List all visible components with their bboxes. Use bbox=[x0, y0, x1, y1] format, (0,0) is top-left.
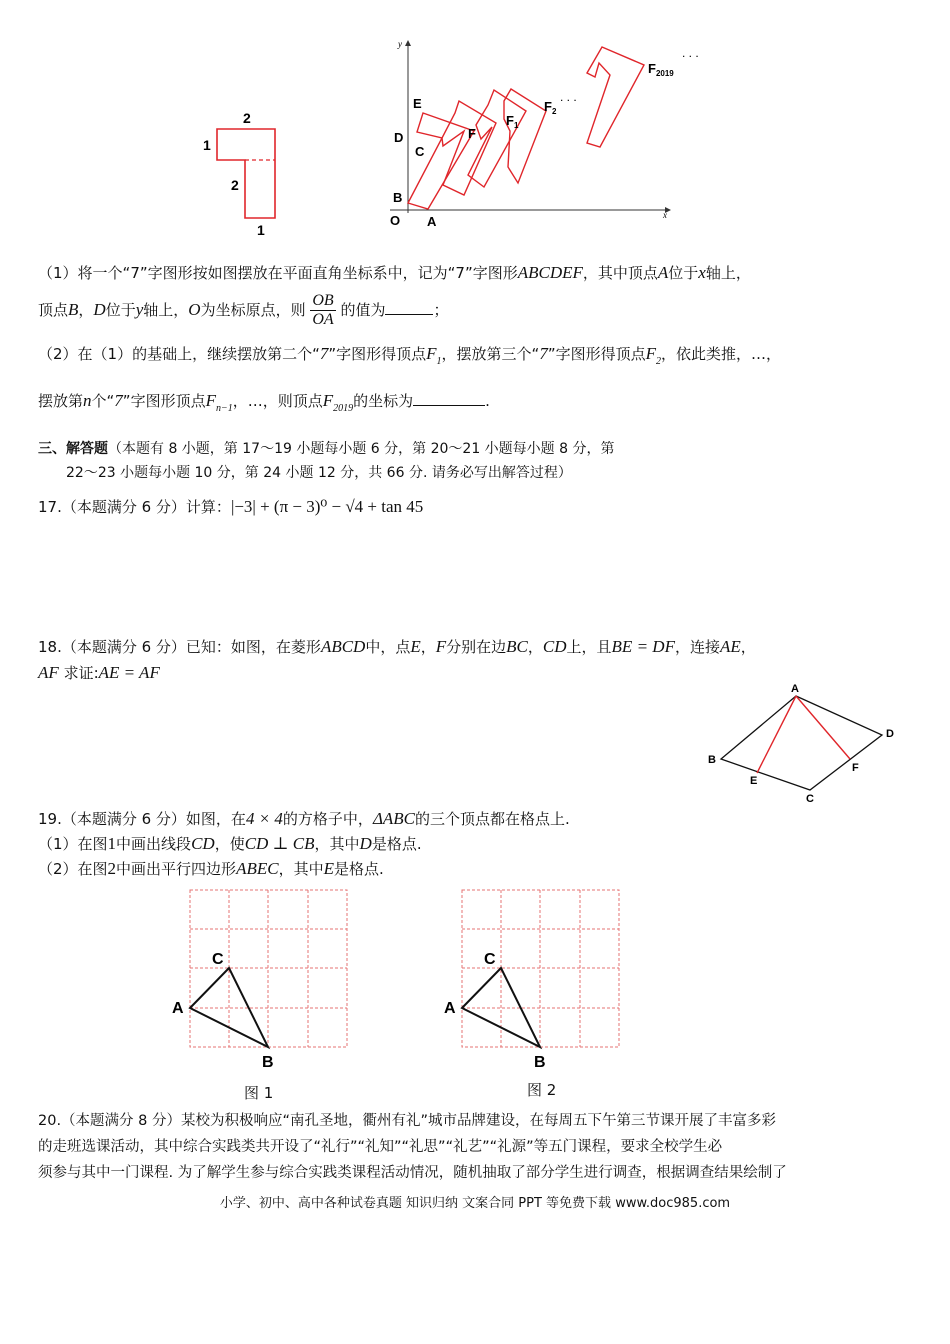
grid1-C: C bbox=[212, 951, 224, 968]
grid1-A: A bbox=[172, 1000, 184, 1017]
y-axis-label: y bbox=[398, 39, 402, 49]
seven-shape-figure bbox=[195, 105, 295, 240]
origin-label: O bbox=[390, 213, 401, 228]
rhombus-A: A bbox=[791, 683, 799, 695]
point-F1: $F_1$ bbox=[506, 113, 519, 130]
segment-ae bbox=[757, 696, 796, 773]
seven-shape-2019 bbox=[587, 47, 644, 147]
q20-line2: 的走班选课活动，其中综合实践类共开设了“礼行”“礼知”“礼思”“礼艺”“礼源”等五门课程，要求全校学生必 bbox=[38, 1139, 723, 1155]
point-C: C bbox=[415, 144, 425, 159]
q16-line3: （2）在（1）的基础上，继续摆放第二个“7”字图形得顶点$F_1$，摆放第三个“7”字图形得顶点$F_2$，依此类推，…， bbox=[38, 344, 782, 367]
page-footer: 小学、初中、高中各种试卷真题 知识归纳 文案合同 PPT 等免费下载 www.doc985.com bbox=[219, 1196, 731, 1211]
rhombus-figure bbox=[700, 680, 910, 805]
answer-blank-2[interactable] bbox=[413, 391, 485, 406]
q17-expression: |−3| + (π − 3)⁰ − √4 + tan 45 bbox=[230, 497, 424, 516]
fraction-ob-oa: $\frac{OB}{OA}$ bbox=[312, 292, 334, 328]
label-mid-2: 2 bbox=[231, 177, 239, 193]
label-left-1: 1 bbox=[203, 137, 211, 153]
rhombus-B: B bbox=[708, 754, 716, 766]
label-top-2: 2 bbox=[243, 110, 251, 126]
grid2-C: C bbox=[484, 951, 496, 968]
coordinate-figure bbox=[380, 35, 720, 235]
rhombus-D: D bbox=[886, 728, 894, 740]
point-F2019: $F_{2019}$ bbox=[648, 61, 674, 78]
section3-header: 三、解答题（本题有 8 小题，第 17～19 小题每小题 6 分，第 20～21 小题每小题 8 分，第 bbox=[38, 441, 615, 457]
q16-line4: 摆放第n个“7”字图形顶点$F_{n-1}$，…，则顶点$F_{2019}$的坐标为 . bbox=[38, 391, 490, 414]
q18-line2: AF 求证:AE = AF bbox=[38, 663, 160, 682]
rhombus-F: F bbox=[852, 762, 859, 774]
seven-shape-3 bbox=[468, 90, 526, 187]
q19-part2: （2）在图2中画出平行四边形ABEC，其中E是格点. bbox=[38, 859, 384, 878]
point-F2: $F_2$ bbox=[544, 99, 557, 116]
section3-desc2: 22～23 小题每小题 10 分，第 24 小题 12 分，共 66 分. 请务必写出解答过程） bbox=[66, 465, 572, 481]
x-axis-label: x bbox=[663, 210, 667, 220]
point-A: A bbox=[427, 214, 437, 229]
q16-line2: 顶点B，D位于y轴上，O为坐标原点，则 $\frac{OB}{OA}$ 的值为 ； bbox=[38, 292, 449, 328]
ellipsis-2: . . . bbox=[682, 46, 699, 60]
label-bottom-1: 1 bbox=[257, 222, 265, 238]
grid-figure-2[interactable] bbox=[442, 885, 632, 1075]
q18-line1: 18.（本题满分 6 分）已知：如图，在菱形ABCD中，点E，F分别在边BC，CD上，且BE = DF，连接AE， bbox=[38, 637, 756, 656]
q16-line1: （1）将一个“7”字图形按如图摆放在平面直角坐标系中，记为“7”字图形ABCDEF，其中顶点A位于x轴上， bbox=[38, 263, 751, 282]
point-B: B bbox=[393, 190, 403, 205]
q19-part1: （1）在图1中画出线段CD，使CD ⊥ CB，其中D是格点. bbox=[38, 834, 422, 853]
q19-line1: 19.（本题满分 6 分）如图，在4 × 4的方格子中，ΔABC的三个顶点都在格点上. bbox=[38, 809, 570, 828]
q17: 17.（本题满分 6 分）计算：|−3| + (π − 3)⁰ − √4 + tan 45 bbox=[38, 497, 424, 516]
answer-blank-1[interactable] bbox=[385, 300, 433, 315]
grid2-A: A bbox=[444, 1000, 456, 1017]
seven-shape bbox=[217, 129, 275, 218]
segment-af bbox=[796, 696, 850, 759]
fig2-caption: 图 2 bbox=[527, 1081, 557, 1099]
rhombus-C: C bbox=[806, 793, 814, 805]
seven-shape-4 bbox=[504, 89, 546, 183]
grid-figure-1[interactable] bbox=[170, 885, 360, 1075]
q20-line3: 须参与其中一门课程. 为了解学生参与综合实践类课程活动情况，随机抽取了部分学生进行调查，根据调查结果绘制了 bbox=[38, 1165, 787, 1181]
grid1-B: B bbox=[262, 1054, 274, 1071]
point-E: E bbox=[413, 96, 422, 111]
ellipsis-1: . . . bbox=[560, 90, 577, 104]
grid2-B: B bbox=[534, 1054, 546, 1071]
rhombus-E: E bbox=[750, 775, 758, 787]
fig1-caption: 图 1 bbox=[244, 1084, 274, 1102]
point-D: D bbox=[394, 130, 404, 145]
point-F: F bbox=[468, 126, 476, 141]
q20-line1: 20.（本题满分 8 分）某校为积极响应“南孔圣地，衢州有礼”城市品牌建设，在每周五下午第三节课开展了丰富多彩 bbox=[38, 1113, 777, 1129]
rhombus-abcd bbox=[721, 696, 882, 790]
